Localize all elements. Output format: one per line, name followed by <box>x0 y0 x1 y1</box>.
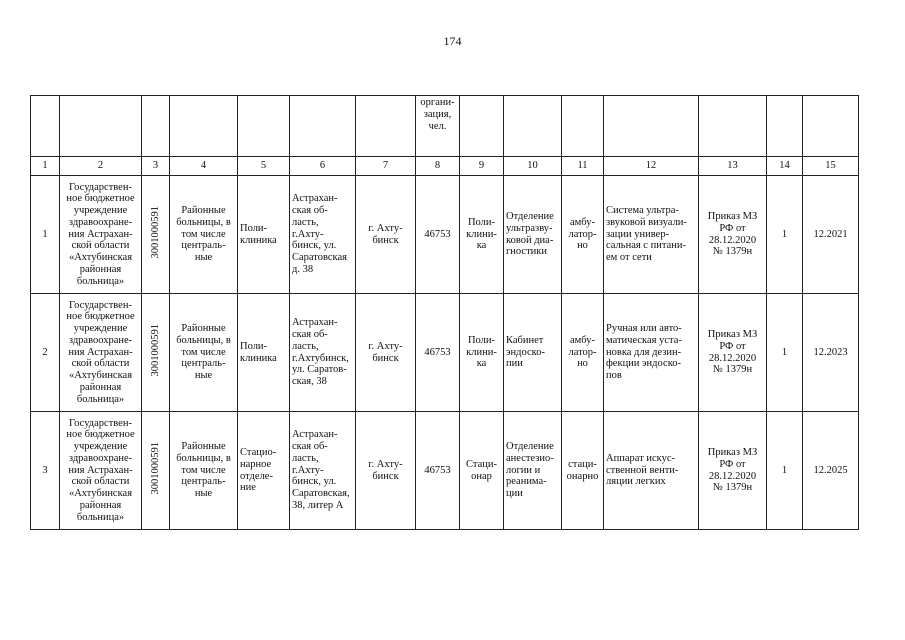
header-cell <box>803 96 859 157</box>
org-code-cell <box>142 412 170 530</box>
organization-cell: Государствен- ное бюджетное учреждение здравоохране- ния Астрахан- ской области «Ахтубинская районная больница» <box>60 294 142 412</box>
facility-cell: Поли- клини- ка <box>460 176 504 294</box>
header-cell <box>460 96 504 157</box>
department-cell: Кабинет эндоско- пии <box>504 294 562 412</box>
table-row <box>31 412 859 530</box>
department-cell: Отделение анестезио- логии и реанима- ции <box>504 412 562 530</box>
table-row <box>31 294 859 412</box>
population-cell: 46753 <box>416 294 460 412</box>
header-cell <box>604 96 699 157</box>
quantity-cell: 1 <box>767 176 803 294</box>
population-cell: 46753 <box>416 412 460 530</box>
population-cell: 46753 <box>416 176 460 294</box>
table-row <box>31 176 859 294</box>
header-cell <box>60 96 142 157</box>
delivery-date-cell: 12.2025 <box>803 412 859 530</box>
header-cell <box>562 96 604 157</box>
org-code-text: 3001000591 <box>149 324 161 377</box>
facility-type-cell: Районные больницы, в том числе централь- ные <box>170 294 238 412</box>
care-form-cell: стаци- онарно <box>562 412 604 530</box>
facility-cell: Поли- клини- ка <box>460 294 504 412</box>
column-number: 4 <box>170 157 238 176</box>
order-cell: Приказ МЗ РФ от 28.12.2020 № 1379н <box>699 412 767 530</box>
column-number: 1 <box>31 157 60 176</box>
header-cell-col8: органи- зация, чел. <box>416 96 460 157</box>
department-cell: Отделение ультразву- ковой диа- гностики <box>504 176 562 294</box>
order-cell: Приказ МЗ РФ от 28.12.2020 № 1379н <box>699 294 767 412</box>
column-number: 13 <box>699 157 767 176</box>
delivery-date-cell: 12.2023 <box>803 294 859 412</box>
column-number: 5 <box>238 157 290 176</box>
header-cell <box>504 96 562 157</box>
unit-cell: Поли- клиника <box>238 176 290 294</box>
delivery-date-cell: 12.2021 <box>803 176 859 294</box>
header-cell <box>238 96 290 157</box>
locality-cell: г. Ахту- бинск <box>356 294 416 412</box>
organization-cell: Государствен- ное бюджетное учреждение здравоохране- ния Астрахан- ской области «Ахтубинская районная больница» <box>60 176 142 294</box>
column-number-row <box>31 157 859 176</box>
column-number: 6 <box>290 157 356 176</box>
order-cell: Приказ МЗ РФ от 28.12.2020 № 1379н <box>699 176 767 294</box>
facility-type-cell: Районные больницы, в том числе централь- ные <box>170 412 238 530</box>
address-cell: Астрахан- ская об- ласть, г.Ахту- бинск, ул. Саратовская д. 38 <box>290 176 356 294</box>
header-cell <box>699 96 767 157</box>
org-code-cell <box>142 294 170 412</box>
care-form-cell: амбу- латор- но <box>562 176 604 294</box>
quantity-cell: 1 <box>767 412 803 530</box>
page-number: 174 <box>443 34 462 48</box>
address-cell: Астрахан- ская об- ласть, г.Ахту- бинск, ул. Саратовская, 38, литер А <box>290 412 356 530</box>
column-number: 8 <box>416 157 460 176</box>
organization-cell: Государствен- ное бюджетное учреждение здравоохране- ния Астрахан- ской области «Ахтубинская районная больница» <box>60 412 142 530</box>
equipment-cell: Ручная или авто- матическая уста- новка для дезин- фекции эндоско- пов <box>604 294 699 412</box>
quantity-cell: 1 <box>767 294 803 412</box>
header-cell <box>290 96 356 157</box>
hospital-equipment-table <box>30 95 859 530</box>
header-cell <box>142 96 170 157</box>
column-number: 11 <box>562 157 604 176</box>
column-number: 15 <box>803 157 859 176</box>
facility-cell: Стаци- онар <box>460 412 504 530</box>
column-number: 2 <box>60 157 142 176</box>
column-number: 14 <box>767 157 803 176</box>
care-form-cell: амбу- латор- но <box>562 294 604 412</box>
column-number: 3 <box>142 157 170 176</box>
unit-cell: Стацио- нарное отделе- ние <box>238 412 290 530</box>
locality-cell: г. Ахту- бинск <box>356 176 416 294</box>
locality-cell: г. Ахту- бинск <box>356 412 416 530</box>
row-number-cell: 2 <box>31 294 60 412</box>
column-number: 10 <box>504 157 562 176</box>
column-number: 12 <box>604 157 699 176</box>
header-cell <box>31 96 60 157</box>
header-continuation-row <box>31 96 859 157</box>
row-number-cell: 1 <box>31 176 60 294</box>
header-cell <box>170 96 238 157</box>
equipment-cell: Система ультра- звуковой визуали- зации универ- сальная с питани- ем от сети <box>604 176 699 294</box>
row-number-cell: 3 <box>31 412 60 530</box>
org-code-text: 3001000591 <box>149 206 161 259</box>
facility-type-cell: Районные больницы, в том числе централь- ные <box>170 176 238 294</box>
address-cell: Астрахан- ская об- ласть, г.Ахтубинск, ул. Саратов- ская, 38 <box>290 294 356 412</box>
unit-cell: Поли- клиника <box>238 294 290 412</box>
header-cell <box>356 96 416 157</box>
header-cell <box>767 96 803 157</box>
column-number: 7 <box>356 157 416 176</box>
org-code-text: 3001000591 <box>149 442 161 495</box>
column-number: 9 <box>460 157 504 176</box>
equipment-cell: Аппарат искус- ственной венти- ляции легких <box>604 412 699 530</box>
org-code-cell <box>142 176 170 294</box>
